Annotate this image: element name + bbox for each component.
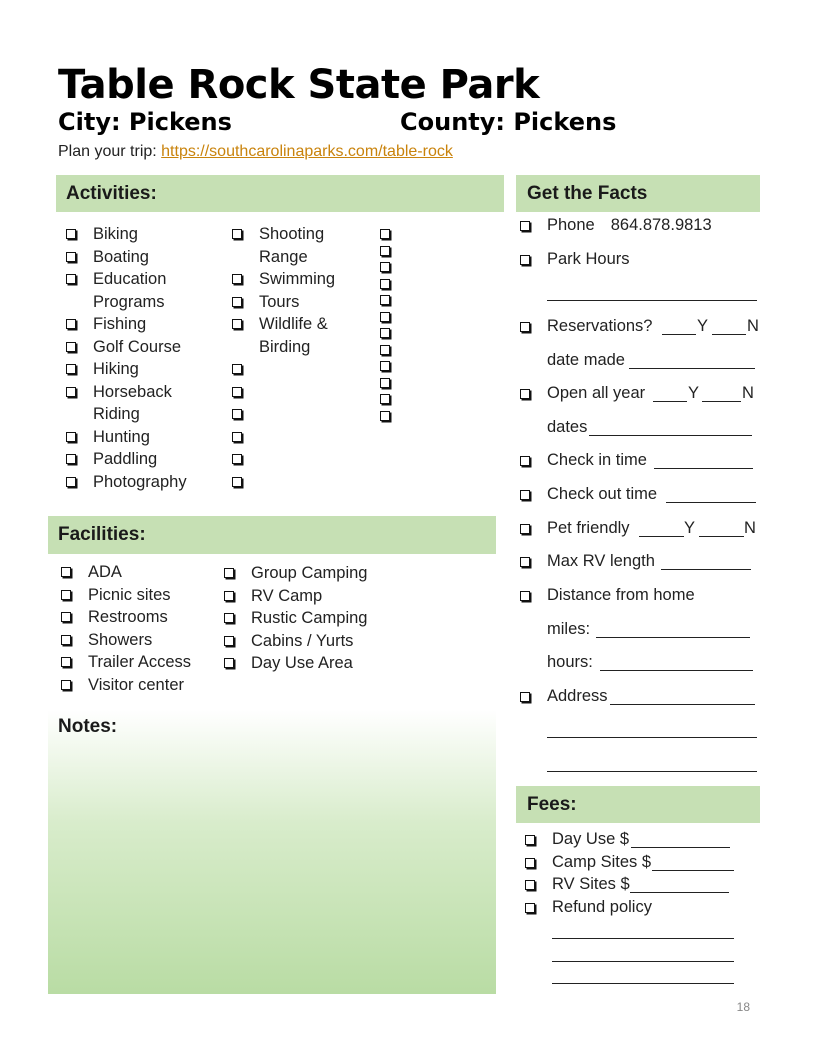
open-year-yes-label: Y — [688, 384, 700, 402]
checkbox-icon[interactable] — [380, 312, 390, 322]
checkbox-icon[interactable] — [232, 229, 242, 239]
checkbox-icon[interactable] — [66, 252, 76, 262]
checkbox-icon[interactable] — [380, 378, 390, 388]
checkbox-icon[interactable] — [232, 432, 242, 442]
activity-golf-course[interactable]: Golf Course — [93, 336, 223, 359]
fact-park-hours: Park Hours — [547, 250, 630, 269]
fact-reservations: Reservations? — [547, 317, 652, 336]
facility-showers[interactable]: Showers — [88, 629, 218, 652]
page-number: 18 — [736, 1000, 750, 1014]
activity-photography[interactable]: Photography — [93, 471, 223, 494]
fact-check-out: Check out time — [547, 485, 657, 504]
checkbox-icon[interactable] — [232, 409, 242, 419]
checkbox-icon[interactable] — [520, 524, 530, 534]
checkbox-icon[interactable] — [525, 858, 535, 868]
activity-blank[interactable] — [259, 426, 369, 449]
activity-biking[interactable]: Biking — [93, 223, 223, 246]
checkbox-icon[interactable] — [380, 279, 390, 289]
facility-group-camping[interactable]: Group Camping — [251, 562, 401, 585]
fact-pet-friendly: Pet friendly — [547, 519, 630, 538]
activity-wildlife-birding-cont: Birding — [259, 337, 311, 356]
checkbox-icon[interactable] — [224, 591, 234, 601]
fee-camp-sites: Camp Sites $ — [552, 853, 651, 872]
facilities-list-2 — [251, 562, 401, 675]
fees-list — [552, 0, 752, 990]
activity-horseback-riding[interactable]: Horseback — [93, 381, 223, 404]
pet-yes-label: Y — [684, 519, 696, 537]
notes-header: Notes: — [58, 716, 118, 737]
pet-no-label: N — [744, 519, 756, 537]
activities-list-2 — [259, 223, 369, 493]
checkbox-icon[interactable] — [520, 255, 530, 265]
checkbox-icon[interactable] — [224, 636, 234, 646]
refund-line-2[interactable] — [552, 961, 734, 962]
activity-hunting[interactable]: Hunting — [93, 426, 223, 449]
activity-blank[interactable] — [259, 471, 369, 494]
fact-date-made: date made — [547, 351, 625, 369]
checkbox-icon[interactable] — [232, 297, 242, 307]
checkbox-icon[interactable] — [380, 361, 390, 371]
checkbox-icon[interactable] — [66, 274, 76, 284]
checkbox-icon[interactable] — [232, 454, 242, 464]
checkbox-icon[interactable] — [520, 456, 530, 466]
checkbox-icon[interactable] — [232, 477, 242, 487]
activity-swimming[interactable]: Swimming — [259, 268, 369, 291]
activity-shooting-range-cont: Range — [259, 247, 308, 266]
city-label: City: Pickens — [58, 108, 232, 136]
refund-line-1[interactable] — [552, 938, 734, 939]
checkbox-icon[interactable] — [66, 364, 76, 374]
fee-refund-policy: Refund policy — [552, 898, 652, 917]
reservations-no-label: N — [747, 317, 759, 335]
checkbox-icon[interactable] — [520, 557, 530, 567]
activity-wildlife-birding[interactable]: Wildlife & — [259, 313, 369, 336]
facility-picnic-sites[interactable]: Picnic sites — [88, 584, 218, 607]
activity-hiking[interactable]: Hiking — [93, 358, 223, 381]
checkbox-icon[interactable] — [380, 262, 390, 272]
checkbox-icon[interactable] — [380, 345, 390, 355]
fact-phone: Phone 864.878.9813 — [547, 216, 712, 235]
checkbox-icon[interactable] — [520, 490, 530, 500]
activities-header — [56, 175, 504, 212]
camp-sites-line[interactable] — [652, 870, 734, 871]
checkbox-icon[interactable] — [525, 880, 535, 890]
checkbox-icon[interactable] — [525, 835, 535, 845]
checkbox-icon[interactable] — [66, 342, 76, 352]
checkbox-icon[interactable] — [66, 229, 76, 239]
checkbox-icon[interactable] — [224, 568, 234, 578]
activities-list-1 — [93, 223, 223, 493]
checkbox-icon[interactable] — [61, 612, 71, 622]
activity-blank[interactable] — [259, 381, 369, 404]
page-title: Table Rock State Park — [58, 62, 540, 108]
fact-dates: dates — [547, 418, 588, 436]
checkbox-icon[interactable] — [520, 322, 530, 332]
checkbox-icon[interactable] — [224, 613, 234, 623]
activity-blank[interactable] — [259, 403, 369, 426]
notes-area[interactable] — [48, 710, 496, 994]
checkbox-icon[interactable] — [520, 389, 530, 399]
activity-horseback-riding-cont: Riding — [93, 405, 140, 423]
checkbox-icon[interactable] — [525, 903, 535, 913]
facilities-header-label: Facilities: — [58, 524, 146, 545]
facility-trailer-access[interactable]: Trailer Access — [88, 651, 218, 674]
checkbox-icon[interactable] — [380, 295, 390, 305]
checkbox-icon[interactable] — [380, 246, 390, 256]
activity-tours[interactable]: Tours — [259, 291, 369, 314]
checkbox-icon[interactable] — [61, 590, 71, 600]
facility-visitor-center[interactable]: Visitor center — [88, 674, 218, 697]
phone-number: 864.878.9813 — [610, 216, 712, 234]
activity-blank[interactable] — [259, 358, 369, 381]
facility-ada[interactable]: ADA — [88, 561, 218, 584]
checkbox-icon[interactable] — [520, 591, 530, 601]
park-website-link[interactable]: https://southcarolinaparks.com/table-rock — [161, 143, 453, 160]
checkbox-icon[interactable] — [380, 411, 390, 421]
checkbox-icon[interactable] — [232, 274, 242, 284]
checkbox-icon[interactable] — [66, 387, 76, 397]
activities-header-label: Activities: — [66, 182, 157, 204]
checkbox-icon[interactable] — [380, 394, 390, 404]
activity-boating[interactable]: Boating — [93, 246, 223, 269]
fee-rv-sites: RV Sites $ — [552, 875, 630, 894]
checkbox-icon[interactable] — [66, 432, 76, 442]
checkbox-icon[interactable] — [232, 364, 242, 374]
activity-education-programs-cont: Programs — [93, 292, 165, 311]
fee-day-use: Day Use $ — [552, 830, 629, 849]
facility-cabins-yurts[interactable]: Cabins / Yurts — [251, 630, 401, 653]
refund-line-3[interactable] — [552, 983, 734, 984]
fact-max-rv: Max RV length — [547, 552, 655, 571]
checkbox-icon[interactable] — [520, 221, 530, 231]
fact-open-all-year: Open all year — [547, 384, 645, 403]
facility-day-use-area[interactable]: Day Use Area — [251, 652, 401, 675]
rv-sites-line[interactable] — [630, 892, 729, 893]
facilities-list-1 — [88, 561, 218, 696]
checkbox-icon[interactable] — [224, 658, 234, 668]
checkbox-icon[interactable] — [380, 328, 390, 338]
checkbox-icon[interactable] — [61, 657, 71, 667]
reservations-yes-label: Y — [697, 317, 709, 335]
facility-restrooms[interactable]: Restrooms — [88, 606, 218, 629]
checkbox-icon[interactable] — [61, 680, 71, 690]
facilities-header — [48, 516, 496, 554]
day-use-line[interactable] — [631, 847, 730, 848]
activity-paddling[interactable]: Paddling — [93, 448, 223, 471]
activity-shooting-range[interactable]: Shooting — [259, 223, 369, 246]
activity-fishing[interactable]: Fishing — [93, 313, 223, 336]
checkbox-icon[interactable] — [520, 692, 530, 702]
checkbox-icon[interactable] — [66, 454, 76, 464]
fact-miles: miles: — [547, 620, 591, 638]
facts-header-label: Get the Facts — [527, 182, 648, 204]
checkbox-icon[interactable] — [61, 567, 71, 577]
plan-trip-label: Plan your trip: — [58, 143, 162, 160]
fees-header-label: Fees: — [527, 793, 577, 815]
checkbox-icon[interactable] — [232, 319, 242, 329]
fact-distance: Distance from home — [547, 586, 695, 605]
open-year-no-label: N — [742, 384, 754, 402]
facility-rustic-camping[interactable]: Rustic Camping — [251, 607, 401, 630]
county-label: County: Pickens — [400, 108, 617, 136]
plan-trip-line — [58, 143, 453, 161]
fact-hours: hours: — [547, 653, 593, 671]
fact-check-in: Check in time — [547, 451, 647, 470]
activity-education-programs[interactable]: Education — [93, 268, 223, 291]
activities-blank-checkbox-column — [380, 223, 390, 427]
checkbox-icon[interactable] — [380, 229, 390, 239]
checkbox-icon[interactable] — [232, 387, 242, 397]
checkbox-icon[interactable] — [66, 319, 76, 329]
activity-blank[interactable] — [259, 448, 369, 471]
checkbox-icon[interactable] — [61, 635, 71, 645]
facility-rv-camp[interactable]: RV Camp — [251, 585, 401, 608]
checkbox-icon[interactable] — [66, 477, 76, 487]
fact-address: Address — [547, 687, 608, 706]
